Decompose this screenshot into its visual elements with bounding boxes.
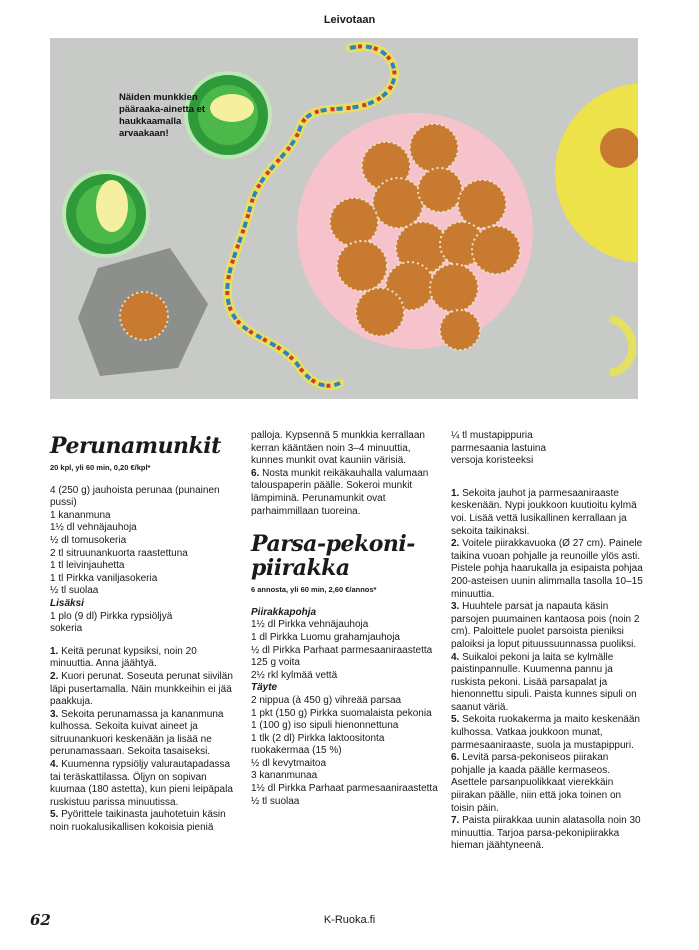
step-list — [50, 646, 235, 835]
step: 7. Paista piirakkaa uunin alatasolla noin 30 minuuttia. Tarjoa parsa-pekonipiirakka hieman jäähtyneenä. — [451, 815, 641, 852]
ingredient: 4 (250 g) jauhoista perunaa (punainen pussi) — [50, 484, 220, 509]
ingredient: 3 kananmunaa — [251, 770, 318, 782]
recipe-title: Parsa-pekoni- piirakka — [251, 531, 415, 582]
step: 6. Levitä parsa-pekoniseos piirakan pohjalle ja kaada päälle kermaseos. Asettele parsanpuolikkaat vierekkäin piirakan päälle, niin että joka toinen on toisin päin. — [451, 752, 622, 814]
ingredient: 1 pkt (150 g) Pirkka suomalaista pekonia — [251, 707, 432, 719]
ingredient: ½ dl tomusokeria — [50, 534, 127, 546]
step: 5. Sekoita ruokakerma ja maito keskenään kulhossa. Vatkaa joukkoon munat, parmesaaniraaste, suola ja mustapippuri. — [451, 714, 640, 751]
ingredient: ½ tl suolaa — [50, 585, 99, 597]
photo-caption: Näiden munkkien pääraaka-ainetta et haukkaamalla arvaakaan! — [119, 92, 206, 139]
site-link[interactable]: K-Ruoka.fi — [323, 914, 376, 926]
recipe-title: Perunamunkit — [50, 433, 221, 459]
ingredient-list — [50, 485, 235, 598]
ingredient: ½ dl Pirkka Parhaat parmesaaniraastetta — [251, 644, 433, 656]
step-continued: palloja. Kypsennä 5 munkkia kerrallaan kerran kääntäen noin 3–4 minuuttia, kunnes munkit ovat kauniin värisiä. — [251, 430, 425, 467]
ingredient: 2½ rkl kylmää vettä — [251, 669, 338, 681]
step: 1. Sekoita jauhot ja parmesaaniraaste keskenään. Nypi joukkoon kuutioitu kylmä voi. Lisää vettä lusikallinen kerrallaan ja sekoita taikinaksi. — [451, 487, 637, 537]
ingredient: 1 tl Pirkka vaniljasokeria — [50, 572, 158, 584]
ingredient: parmesaania lastuina — [451, 442, 547, 454]
step: 4. Suikaloi pekoni ja laita se kylmälle paistinpannulle. Kuumenna pannu ja ruskista pekoni. Lisää parsapalat ja hienonnettu sipuli. Paista kunnes sipuli on saanut väriä. — [451, 651, 637, 713]
ingredient: 1 plo (9 dl) Pirkka rypsiöljyä — [50, 610, 173, 622]
ingredient: 125 g voita — [251, 657, 300, 669]
ingredient: 1½ dl vehnäjauhoja — [50, 522, 137, 534]
step: 2. Voitele piirakkavuoka (Ø 27 cm). Painele taikina vuoan pohjalle ja reunoille ylös asti. Pistele pohja haarukalla ja esipaista pohjaa 200-asteisen uunin alimmalla tasolla 10–15 minuuttia. — [451, 538, 643, 600]
step: 2. Kuori perunat. Soseuta perunat siivilän läpi pusertamalla. Näin munkkeihin ei jää paakkuja. — [50, 670, 233, 708]
ingredient: 1½ dl Pirkka Parhaat parmesaaniraastetta — [251, 783, 438, 795]
ingredient: 1 kananmuna — [50, 509, 111, 521]
recipe-meta: 20 kpl, yli 60 min, 0,20 €/kpl* — [50, 463, 151, 472]
ingredient: 1½ dl Pirkka vehnäjauhoja — [251, 619, 369, 631]
ingredient: ½ dl kevytmaitoa — [251, 757, 327, 769]
ingredient: sokeria — [50, 623, 83, 635]
ingredient: ¼ tl mustapippuria — [451, 430, 533, 441]
column-1 — [50, 426, 235, 835]
step: 4. Kuumenna rypsiöljy valurautapadassa tai teräskattilassa. Öljyn on sopivan kuumaa (180 astetta), kun pieni leipäpala ruskistuu parissa minuutissa. — [50, 759, 233, 808]
subheading: Täyte — [251, 682, 278, 694]
column-3 — [451, 430, 643, 853]
subheading: Lisäksi — [50, 597, 84, 609]
ingredient: 2 nippua (à 450 g) vihreää parsaa — [251, 694, 402, 706]
column-2 — [251, 430, 441, 808]
ingredient: 1 dl Pirkka Luomu grahamjauhoja — [251, 631, 400, 643]
step: 5. Pyörittele taikinasta jauhotetuin käsin noin ruokalusikallisen kokoisia pieniä — [50, 809, 226, 834]
ingredient: ½ tl suolaa — [251, 795, 300, 807]
recipe-meta: 6 annosta, yli 60 min, 2,60 €/annos* — [251, 585, 377, 595]
ingredient: 1 (100 g) iso sipuli hienonnettuna — [251, 720, 399, 732]
ingredient: 2 tl sitruunankuorta raastettuna — [50, 547, 188, 559]
ingredient: versoja koristeeksi — [451, 455, 534, 467]
step: 3. Huuhtele parsat ja napauta käsin parsojen puumainen kantaosa pois (noin 2 cm). Paloittele puolet parsoista pieniksi paloiksi ja loput pituussuunnassa puoliksi. — [451, 601, 640, 650]
section-label: Leivotaan — [323, 14, 376, 26]
step: 6. Nosta munkit reikäkauhalla valumaan talouspaperin päälle. Sokeroi munkit lämpiminä. Perunamunkit ovat parhaimmillaan tuoreina. — [251, 467, 429, 517]
ingredient: 1 tlk (2 dl) Pirkka laktoositonta ruokakermaa (15 %) — [251, 732, 385, 757]
step: 3. Sekoita perunamassa ja kananmuna kulhossa. Sekoita kuivat aineet ja sitruunankuori keskenään ja lisää ne perunamassaan. Sekoita tasaiseksi. — [50, 708, 224, 758]
subheading: Piirakkapohja — [251, 606, 317, 618]
hero-photo — [50, 38, 638, 399]
page-number: 62 — [30, 911, 51, 929]
step: 1. Keitä perunat kypsiksi, noin 20 minuuttia. Anna jäähtyä. — [50, 645, 197, 670]
ingredient: 1 tl leivinjauhetta — [50, 560, 125, 572]
